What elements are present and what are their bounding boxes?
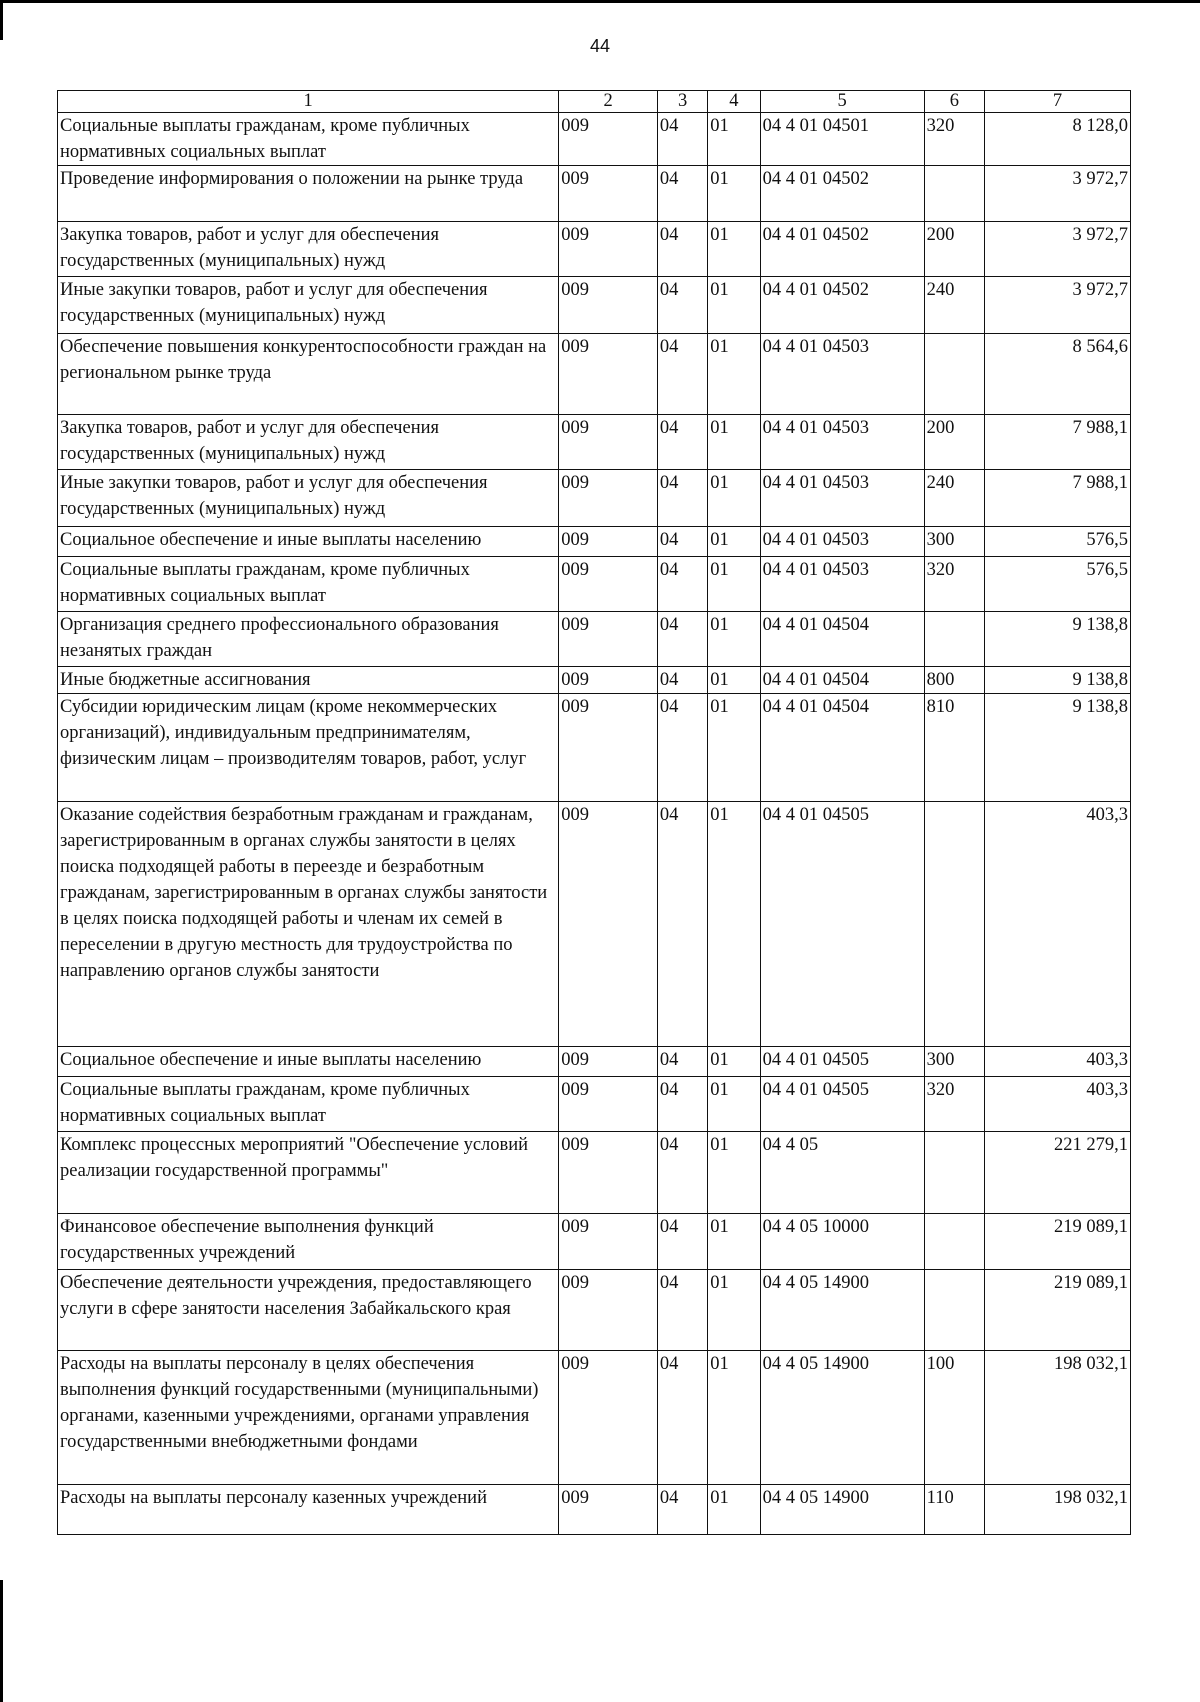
row-subsection: 01 (708, 166, 760, 222)
table-row (58, 222, 1131, 277)
header-col-2: 2 (559, 91, 658, 113)
row-section: 04 (657, 415, 707, 470)
row-target-article: 04 4 01 04503 (760, 415, 924, 470)
row-section: 04 (657, 222, 707, 277)
row-code-admin: 009 (559, 166, 658, 222)
row-target-article: 04 4 01 04505 (760, 802, 924, 1047)
row-expense-type: 300 (924, 527, 984, 557)
row-code-admin: 009 (559, 527, 658, 557)
row-amount: 403,3 (985, 802, 1131, 1047)
scan-border-left (0, 0, 3, 40)
row-amount: 219 089,1 (985, 1214, 1131, 1270)
row-subsection: 01 (708, 1485, 760, 1535)
row-code-admin: 009 (559, 1047, 658, 1077)
row-code-admin: 009 (559, 802, 658, 1047)
table-row (58, 557, 1131, 612)
row-code-admin: 009 (559, 1214, 658, 1270)
row-target-article: 04 4 01 04502 (760, 222, 924, 277)
row-name: Расходы на выплаты персоналу казенных учреждений (58, 1485, 559, 1535)
row-amount: 576,5 (985, 557, 1131, 612)
row-section: 04 (657, 470, 707, 527)
row-target-article: 04 4 05 14900 (760, 1351, 924, 1485)
row-name: Социальные выплаты гражданам, кроме публичных нормативных социальных выплат (58, 557, 559, 612)
row-subsection: 01 (708, 802, 760, 1047)
row-expense-type: 240 (924, 470, 984, 527)
row-amount: 9 138,8 (985, 612, 1131, 667)
scan-border-top (0, 0, 1200, 3)
row-subsection: 01 (708, 277, 760, 334)
row-expense-type: 100 (924, 1351, 984, 1485)
table-row (58, 1485, 1131, 1535)
row-target-article: 04 4 01 04502 (760, 277, 924, 334)
row-name: Иные закупки товаров, работ и услуг для обеспечения государственных (муниципальных) нужд (58, 470, 559, 527)
row-target-article: 04 4 01 04505 (760, 1077, 924, 1132)
row-name: Социальное обеспечение и иные выплаты населению (58, 1047, 559, 1077)
table-row (58, 1351, 1131, 1485)
row-amount: 403,3 (985, 1077, 1131, 1132)
row-expense-type (924, 612, 984, 667)
row-section: 04 (657, 1351, 707, 1485)
table-row (58, 277, 1131, 334)
row-section: 04 (657, 277, 707, 334)
row-subsection: 01 (708, 1132, 760, 1214)
row-name: Проведение информирования о положении на рынке труда (58, 166, 559, 222)
row-subsection: 01 (708, 415, 760, 470)
row-amount: 3 972,7 (985, 166, 1131, 222)
row-code-admin: 009 (559, 222, 658, 277)
table-row (58, 612, 1131, 667)
row-name: Социальные выплаты гражданам, кроме публичных нормативных социальных выплат (58, 1077, 559, 1132)
row-code-admin: 009 (559, 694, 658, 802)
row-expense-type: 200 (924, 222, 984, 277)
row-section: 04 (657, 527, 707, 557)
row-amount: 3 972,7 (985, 222, 1131, 277)
row-subsection: 01 (708, 222, 760, 277)
row-expense-type: 800 (924, 667, 984, 694)
row-name: Субсидии юридическим лицам (кроме некоммерческих организаций), индивидуальным предпринимателям, физическим лицам – производителям товаров, работ, услуг (58, 694, 559, 802)
row-subsection: 01 (708, 1047, 760, 1077)
row-section: 04 (657, 113, 707, 166)
row-expense-type: 320 (924, 557, 984, 612)
row-section: 04 (657, 166, 707, 222)
row-amount: 198 032,1 (985, 1485, 1131, 1535)
row-expense-type (924, 802, 984, 1047)
row-subsection: 01 (708, 334, 760, 415)
row-target-article: 04 4 01 04503 (760, 470, 924, 527)
row-subsection: 01 (708, 667, 760, 694)
row-name: Обеспечение деятельности учреждения, предоставляющего услуги в сфере занятости населения Забайкальского края (58, 1270, 559, 1351)
table-row (58, 1132, 1131, 1214)
row-subsection: 01 (708, 612, 760, 667)
table-row (58, 527, 1131, 557)
row-subsection: 01 (708, 694, 760, 802)
row-subsection: 01 (708, 470, 760, 527)
row-name: Финансовое обеспечение выполнения функций государственных учреждений (58, 1214, 559, 1270)
header-col-3: 3 (657, 91, 707, 113)
row-target-article: 04 4 01 04504 (760, 667, 924, 694)
header-col-7: 7 (985, 91, 1131, 113)
row-amount: 198 032,1 (985, 1351, 1131, 1485)
row-section: 04 (657, 694, 707, 802)
row-target-article: 04 4 01 04503 (760, 334, 924, 415)
row-target-article: 04 4 05 14900 (760, 1485, 924, 1535)
row-name: Обеспечение повышения конкурентоспособности граждан на региональном рынке труда (58, 334, 559, 415)
row-subsection: 01 (708, 1351, 760, 1485)
row-code-admin: 009 (559, 557, 658, 612)
row-amount: 9 138,8 (985, 694, 1131, 802)
row-amount: 3 972,7 (985, 277, 1131, 334)
row-amount: 8 564,6 (985, 334, 1131, 415)
row-name: Социальное обеспечение и иные выплаты населению (58, 527, 559, 557)
row-section: 04 (657, 667, 707, 694)
table-row (58, 1047, 1131, 1077)
row-amount: 576,5 (985, 527, 1131, 557)
row-target-article: 04 4 01 04504 (760, 694, 924, 802)
row-expense-type (924, 334, 984, 415)
row-code-admin: 009 (559, 667, 658, 694)
table-header-row (58, 91, 1131, 113)
budget-table (57, 90, 1131, 1535)
scan-border-left-lower (0, 1580, 3, 1702)
header-col-6: 6 (924, 91, 984, 113)
row-name: Закупка товаров, работ и услуг для обеспечения государственных (муниципальных) нужд (58, 222, 559, 277)
row-name: Иные бюджетные ассигнования (58, 667, 559, 694)
row-expense-type: 240 (924, 277, 984, 334)
row-expense-type (924, 1214, 984, 1270)
row-target-article: 04 4 01 04503 (760, 557, 924, 612)
row-section: 04 (657, 612, 707, 667)
row-name: Иные закупки товаров, работ и услуг для обеспечения государственных (муниципальных) нужд (58, 277, 559, 334)
row-amount: 221 279,1 (985, 1132, 1131, 1214)
row-subsection: 01 (708, 113, 760, 166)
row-target-article: 04 4 01 04503 (760, 527, 924, 557)
row-expense-type: 110 (924, 1485, 984, 1535)
row-expense-type: 200 (924, 415, 984, 470)
row-code-admin: 009 (559, 1351, 658, 1485)
row-section: 04 (657, 1485, 707, 1535)
row-section: 04 (657, 1270, 707, 1351)
row-target-article: 04 4 01 04504 (760, 612, 924, 667)
row-code-admin: 009 (559, 1270, 658, 1351)
table-row (58, 1214, 1131, 1270)
table-row (58, 694, 1131, 802)
row-target-article: 04 4 01 04501 (760, 113, 924, 166)
table-row (58, 166, 1131, 222)
row-amount: 7 988,1 (985, 470, 1131, 527)
row-target-article: 04 4 01 04502 (760, 166, 924, 222)
row-code-admin: 009 (559, 334, 658, 415)
table-row (58, 667, 1131, 694)
table-row (58, 334, 1131, 415)
row-amount: 7 988,1 (985, 415, 1131, 470)
row-expense-type: 810 (924, 694, 984, 802)
row-subsection: 01 (708, 527, 760, 557)
row-section: 04 (657, 1132, 707, 1214)
row-name: Закупка товаров, работ и услуг для обеспечения государственных (муниципальных) нужд (58, 415, 559, 470)
row-target-article: 04 4 05 (760, 1132, 924, 1214)
row-code-admin: 009 (559, 113, 658, 166)
header-col-1: 1 (58, 91, 559, 113)
table-row (58, 1077, 1131, 1132)
page-number: 44 (589, 36, 611, 56)
row-code-admin: 009 (559, 277, 658, 334)
row-expense-type (924, 1132, 984, 1214)
row-name: Оказание содействия безработным гражданам и гражданам, зарегистрированным в органах службы занятости в целях поиска подходящей работы в переезде и безработным гражданам, зарегистрированным в органах службы занятости в целях поиска подходящей работы и членам их семей в переселении в другую местность для трудоустройства по направлению органов службы занятости (58, 802, 559, 1047)
row-target-article: 04 4 01 04505 (760, 1047, 924, 1077)
row-section: 04 (657, 1214, 707, 1270)
table-row (58, 470, 1131, 527)
row-section: 04 (657, 802, 707, 1047)
row-name: Социальные выплаты гражданам, кроме публичных нормативных социальных выплат (58, 113, 559, 166)
table-row (58, 415, 1131, 470)
row-target-article: 04 4 05 14900 (760, 1270, 924, 1351)
row-code-admin: 009 (559, 415, 658, 470)
row-code-admin: 009 (559, 1077, 658, 1132)
row-amount: 8 128,0 (985, 113, 1131, 166)
row-amount: 403,3 (985, 1047, 1131, 1077)
table-row (58, 1270, 1131, 1351)
row-section: 04 (657, 1077, 707, 1132)
row-expense-type: 300 (924, 1047, 984, 1077)
header-col-4: 4 (708, 91, 760, 113)
row-code-admin: 009 (559, 1132, 658, 1214)
row-subsection: 01 (708, 557, 760, 612)
header-col-5: 5 (760, 91, 924, 113)
row-expense-type (924, 166, 984, 222)
row-expense-type: 320 (924, 1077, 984, 1132)
row-name: Организация среднего профессионального образования незанятых граждан (58, 612, 559, 667)
row-expense-type (924, 1270, 984, 1351)
row-code-admin: 009 (559, 1485, 658, 1535)
row-name: Расходы на выплаты персоналу в целях обеспечения выполнения функций государственными (муниципальными) органами, казенными учреждениями, органами управления государственными внебюджетными фондами (58, 1351, 559, 1485)
row-name: Комплекс процессных мероприятий "Обеспечение условий реализации государственной программы" (58, 1132, 559, 1214)
row-section: 04 (657, 557, 707, 612)
row-subsection: 01 (708, 1214, 760, 1270)
row-target-article: 04 4 05 10000 (760, 1214, 924, 1270)
row-expense-type: 320 (924, 113, 984, 166)
row-code-admin: 009 (559, 612, 658, 667)
row-amount: 9 138,8 (985, 667, 1131, 694)
row-code-admin: 009 (559, 470, 658, 527)
row-section: 04 (657, 1047, 707, 1077)
row-subsection: 01 (708, 1077, 760, 1132)
table-row (58, 802, 1131, 1047)
row-section: 04 (657, 334, 707, 415)
table-row (58, 113, 1131, 166)
row-amount: 219 089,1 (985, 1270, 1131, 1351)
row-subsection: 01 (708, 1270, 760, 1351)
